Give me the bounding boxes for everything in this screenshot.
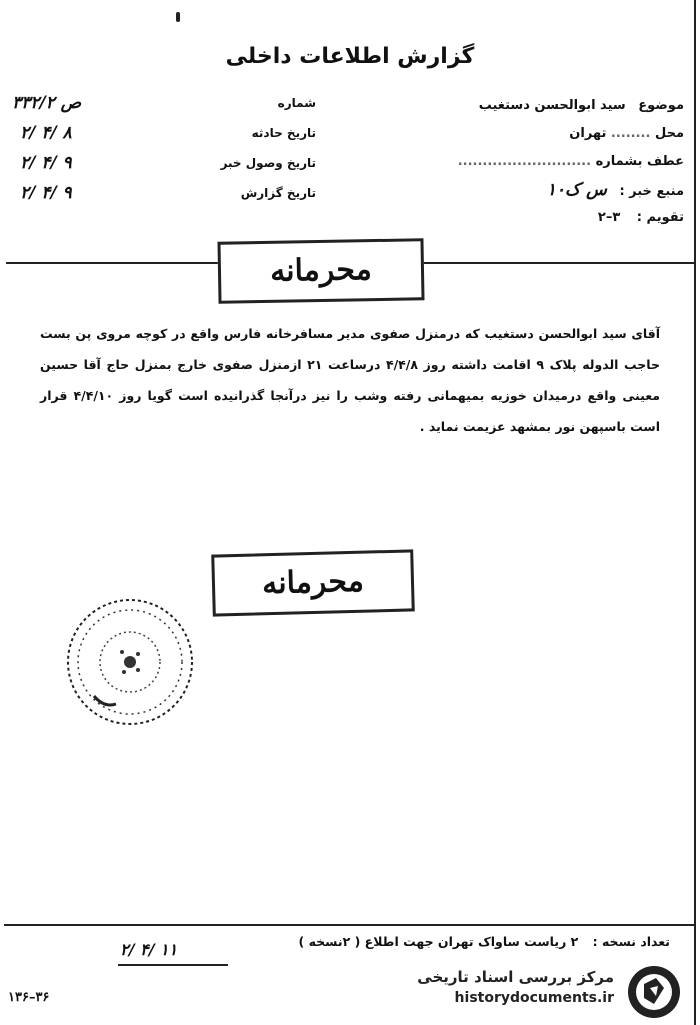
meta-value: ۲/ ۴/ ۹ [20,153,72,173]
meta-number [6,88,316,118]
punch-mark [176,12,180,22]
meta-label: تاریخ گزارش [240,186,316,200]
meta-incident-date [6,118,316,148]
copies-label: تعداد نسخه : [592,934,670,949]
meta-value: ۳–۲ [597,210,621,225]
meta-label: تاریخ وصول خبر [220,156,316,170]
meta-value: تهران [569,126,607,141]
meta-label: تقویم : [636,210,684,225]
handwritten-date: ۲/ ۴/ ۱۱ [120,940,178,959]
watermark-text-en: historydocuments.ir [454,990,614,1006]
meta-value: ۲/ ۴/ ۹ [20,183,72,203]
meta-label: عطف بشماره [595,154,684,169]
page-edge [694,0,696,1025]
meta-label: شماره [277,96,316,110]
meta-value: سید ابوالحسن دستغیب [478,98,626,113]
meta-source [384,176,684,204]
archive-logo-icon [626,964,682,1020]
meta-value: ۲/ ۴/ ۸ [20,123,72,143]
document-title: گزارش اطلاعات داخلی [225,44,475,69]
meta-subject [384,92,684,120]
meta-rating [384,204,684,232]
meta-received-date [6,148,316,178]
handwritten-code: ۱۳۶–۳۶ [8,990,50,1005]
hw-underline [118,964,228,966]
classification-stamp: محرمانه [217,238,424,304]
meta-label: منبع خبر : [619,184,684,199]
footer-divider [4,924,696,926]
meta-value: س ک۱۰ [546,180,607,200]
meta-location: محل ........ تهران [569,126,684,141]
meta-label: موضوع [638,98,684,113]
meta-reference: عطف بشماره ........................... [457,154,684,169]
classification-stamp-2: محرمانه [211,549,415,616]
meta-right-block [384,92,684,232]
meta-report-date [6,178,316,208]
report-body: آقای سید ابوالحسن دستغیب که درمنزل صفوی مدیر مسافرخانه فارس واقع در کوچه مروی پن بست حاجب الدوله پلاک ۹ اقامت داشته روز ۴/۴/۸ درساعت ۲۱ ازمنزل صفوی خارج بمنزل حاج آقا حسین معینی واقع درمیدان خوزیه بمیهمانی رفته وشب را نیز درآنجا گذرانیده است گویا روز ۴/۴/۱۰ قرار است باسپهن نور بمشهد عزیمت نماید . [40,326,661,434]
meta-value: ۳۳۲/۲ ص [12,93,82,113]
watermark-text-fa: مرکز بررسی اسناد تاریخی [417,968,614,986]
copies-value: ۲ ریاست ساواک تهران جهت اطلاع ( ۲نسخه ) [298,934,579,949]
archive-watermark [416,962,686,1018]
meta-label: تاریخ حادثه [251,126,316,140]
meta-label: محل [654,126,684,141]
official-seal [64,596,196,728]
meta-left-block [6,88,316,208]
